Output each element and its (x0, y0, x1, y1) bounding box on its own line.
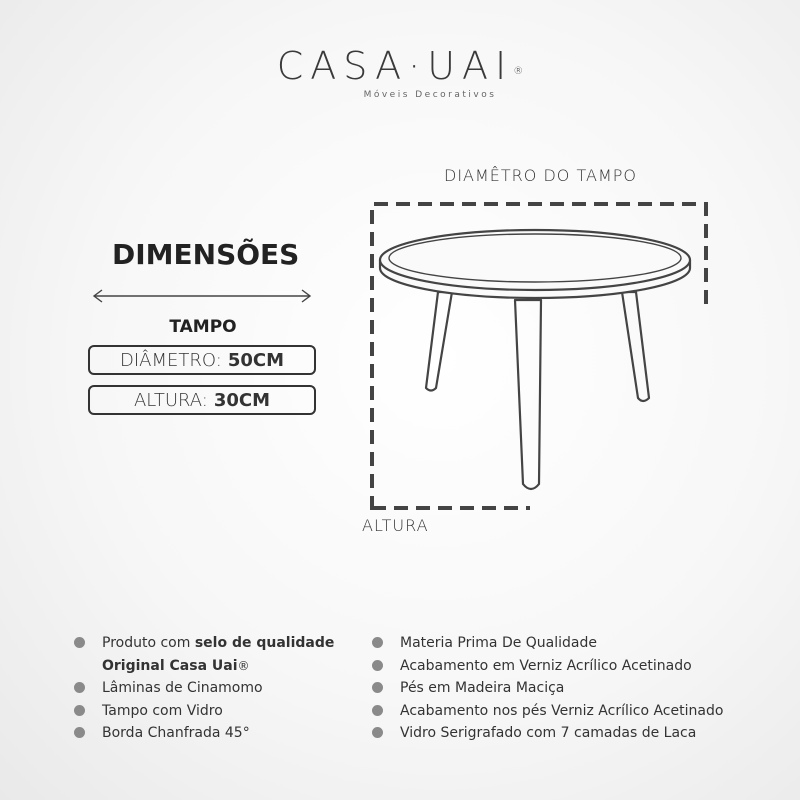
features-left (74, 632, 374, 745)
bullet-icon (372, 660, 383, 671)
section-title: TAMPO (169, 317, 237, 337)
feature-item: Lâminas de Cinamomo (74, 677, 374, 700)
spec-value: 30CM (213, 389, 271, 411)
brand-name: CASA·UAI (276, 44, 514, 88)
table-top-surface (380, 230, 690, 290)
features-right (372, 632, 792, 745)
table-legs (426, 292, 649, 489)
feature-item: Acabamento nos pés Verniz Acrílico Acetinado (372, 700, 792, 723)
diameter-spec-box (88, 345, 316, 375)
feature-item: Tampo com Vidro (74, 700, 374, 723)
leg-right (622, 292, 649, 401)
bullet-icon (372, 727, 383, 738)
bullet-icon (74, 705, 85, 716)
height-label: ALTURA (362, 516, 429, 535)
bullet-icon (74, 682, 85, 693)
feature-item: Materia Prima De Qualidade (372, 632, 792, 655)
double-arrow-icon (94, 290, 310, 302)
registered-mark: ® (513, 66, 524, 77)
bullet-icon (372, 682, 383, 693)
bullet-icon (74, 637, 85, 648)
height-spec-box (88, 385, 316, 415)
feature-item: Produto com selo de qualidade (74, 632, 374, 655)
leg-center (515, 300, 541, 489)
spec-label: DIÂMETRO: (120, 349, 222, 371)
table-top (380, 230, 690, 298)
spec-value: 50CM (227, 349, 284, 371)
leg-left (426, 292, 452, 391)
bullet-icon (372, 637, 383, 648)
bullet-icon (372, 705, 383, 716)
diameter-label: DIAMÊTRO DO TAMPO (444, 166, 637, 185)
feature-item: Vidro Serigrafado com 7 camadas de Laca (372, 722, 792, 745)
bullet-icon (74, 727, 85, 738)
feature-item: Borda Chanfrada 45° (74, 722, 374, 745)
spec-label: ALTURA: (133, 389, 208, 411)
feature-item: Pés em Madeira Maciça (372, 677, 792, 700)
dimensions-heading: DIMENSÕES (112, 238, 300, 271)
brand-tagline: Móveis Decorativos (363, 90, 497, 100)
feature-item: Acabamento em Verniz Acrílico Acetinado (372, 655, 792, 678)
feature-item-continuation: Original Casa Uai® (102, 657, 250, 674)
